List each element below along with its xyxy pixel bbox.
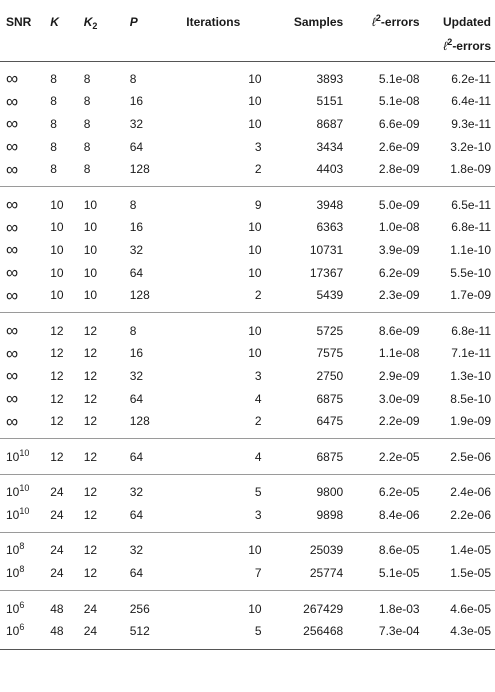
cell-iterations: 10 — [248, 94, 262, 109]
table-row — [0, 261, 495, 284]
cell-k2: 24 — [83, 624, 98, 639]
cell-p: 32 — [129, 543, 144, 558]
cell-errors: 8.6e-09 — [378, 323, 420, 338]
cell-k2: 8 — [83, 94, 91, 109]
cell-p: 64 — [129, 449, 144, 464]
cell-iterations: 3 — [254, 507, 262, 522]
header-updated-line1: Updated — [443, 15, 491, 29]
cell-snr — [0, 365, 50, 388]
cell-samples: 8687 — [316, 116, 344, 131]
table-row — [0, 61, 495, 90]
cell-samples: 7575 — [316, 346, 344, 361]
cell-k2: 8 — [83, 139, 91, 154]
cell-updated-errors: 1.4e-05 — [450, 543, 491, 558]
cell-p: 8 — [129, 71, 137, 86]
header-k: K — [50, 0, 83, 61]
table-row — [0, 475, 495, 504]
cell-k: 12 — [50, 346, 64, 361]
cell-updated-errors: 8.5e-10 — [450, 391, 491, 406]
cell-p: 128 — [129, 414, 150, 429]
cell-samples: 9898 — [316, 507, 344, 522]
snr-base: ∞ — [6, 195, 19, 215]
cell-p: 16 — [129, 220, 144, 235]
header-errors-sup: 2 — [375, 13, 381, 23]
cell-k: 24 — [50, 566, 64, 581]
cell-updated-errors: 6.5e-11 — [451, 197, 491, 212]
header-errors-suffix: -errors — [380, 15, 420, 29]
cell-k: 10 — [50, 242, 64, 257]
cell-snr — [0, 187, 50, 216]
snr-base: ∞ — [6, 240, 19, 260]
cell-updated-errors: 4.6e-05 — [450, 601, 491, 616]
cell-errors: 2.6e-09 — [378, 139, 420, 154]
snr-base: ∞ — [6, 366, 19, 386]
snr-base: ∞ — [6, 343, 19, 363]
cell-errors: 6.6e-09 — [378, 116, 420, 131]
cell-snr — [0, 591, 50, 620]
cell-iterations: 10 — [248, 346, 262, 361]
cell-updated-errors: 9.3e-11 — [451, 116, 491, 131]
cell-iterations: 4 — [254, 449, 262, 464]
cell-p: 32 — [129, 485, 144, 500]
cell-k2: 8 — [83, 71, 91, 86]
cell-updated-errors: 3.2e-10 — [450, 139, 491, 154]
cell-samples: 3893 — [316, 71, 344, 86]
cell-samples: 5439 — [316, 288, 344, 303]
cell-iterations: 10 — [248, 543, 262, 558]
header-errors — [343, 0, 419, 61]
cell-errors: 2.8e-09 — [378, 162, 420, 177]
cell-updated-errors: 2.5e-06 — [450, 449, 491, 464]
cell-k2: 24 — [83, 601, 98, 616]
table-row — [0, 533, 495, 562]
cell-errors: 1.0e-08 — [378, 220, 420, 235]
cell-k2: 12 — [83, 323, 98, 338]
snr-exponent: 8 — [19, 564, 25, 575]
cell-errors: 5.0e-09 — [378, 197, 420, 212]
snr-base: ∞ — [6, 321, 19, 341]
header-k2 — [84, 0, 130, 61]
cell-errors: 7.3e-04 — [378, 624, 420, 639]
cell-snr — [0, 216, 50, 239]
snr-base: ∞ — [6, 137, 19, 157]
cell-updated-errors: 2.2e-06 — [450, 507, 491, 522]
snr-exponent: 10 — [19, 447, 30, 458]
snr-base: ∞ — [6, 114, 19, 134]
cell-updated-errors: 1.8e-09 — [450, 162, 491, 177]
header-p: P — [130, 0, 187, 61]
cell-k: 48 — [50, 601, 64, 616]
cell-samples: 5725 — [316, 323, 344, 338]
cell-updated-errors: 1.1e-10 — [450, 242, 491, 257]
cell-k: 12 — [50, 414, 64, 429]
cell-p: 16 — [129, 346, 144, 361]
cell-k: 8 — [50, 162, 57, 177]
cell-k2: 8 — [83, 162, 91, 177]
row-group — [0, 475, 495, 533]
cell-snr — [0, 504, 50, 533]
table-row — [0, 239, 495, 262]
cell-p: 16 — [129, 94, 144, 109]
cell-samples: 6363 — [316, 220, 344, 235]
cell-p: 64 — [129, 391, 144, 406]
table-row — [0, 365, 495, 388]
snr-exponent: 6 — [19, 599, 25, 610]
cell-errors: 8.6e-05 — [378, 543, 420, 558]
row-group — [0, 61, 495, 187]
cell-iterations: 10 — [248, 71, 262, 86]
cell-k2: 8 — [83, 116, 91, 131]
cell-iterations: 10 — [248, 265, 262, 280]
cell-p: 64 — [129, 139, 144, 154]
cell-k: 24 — [50, 507, 64, 522]
snr-exponent: 10 — [19, 483, 30, 494]
cell-iterations: 2 — [254, 162, 262, 177]
cell-k2: 10 — [83, 288, 98, 303]
cell-updated-errors: 4.3e-05 — [450, 624, 491, 639]
cell-k2: 12 — [83, 507, 98, 522]
table-row — [0, 113, 495, 136]
cell-updated-errors: 7.1e-11 — [451, 346, 491, 361]
cell-k: 10 — [50, 288, 64, 303]
cell-p: 32 — [129, 368, 144, 383]
cell-errors: 1.8e-03 — [378, 601, 420, 616]
cell-snr — [0, 135, 50, 158]
header-updated-ell: ℓ — [443, 39, 448, 53]
cell-k: 10 — [50, 197, 64, 212]
cell-k: 8 — [50, 71, 57, 86]
cell-k2: 12 — [83, 414, 98, 429]
cell-p: 512 — [129, 624, 150, 639]
cell-k: 24 — [50, 543, 64, 558]
table-row — [0, 439, 495, 475]
snr-base: 10 — [6, 624, 20, 639]
header-samples: Samples — [262, 0, 344, 61]
cell-snr — [0, 261, 50, 284]
cell-k2: 12 — [83, 566, 98, 581]
table-row — [0, 342, 495, 365]
table-row — [0, 158, 495, 187]
cell-errors: 8.4e-06 — [378, 507, 420, 522]
cell-p: 64 — [129, 265, 144, 280]
snr-base: 10 — [6, 543, 20, 558]
cell-p: 32 — [129, 242, 144, 257]
cell-iterations: 2 — [254, 414, 262, 429]
snr-base: ∞ — [6, 69, 19, 89]
cell-iterations: 2 — [254, 288, 262, 303]
cell-snr — [0, 158, 50, 187]
snr-base: 10 — [6, 601, 20, 616]
table-row — [0, 90, 495, 113]
cell-errors: 6.2e-09 — [378, 265, 420, 280]
cell-errors: 2.2e-05 — [378, 449, 420, 464]
table-row — [0, 410, 495, 439]
cell-snr — [0, 313, 50, 342]
cell-errors: 3.0e-09 — [378, 391, 420, 406]
cell-k: 12 — [50, 391, 64, 406]
cell-errors: 5.1e-08 — [378, 71, 420, 86]
cell-updated-errors: 1.9e-09 — [450, 414, 491, 429]
cell-updated-errors: 1.7e-09 — [450, 288, 491, 303]
cell-k: 8 — [50, 139, 57, 154]
cell-snr — [0, 562, 50, 591]
header-updated-suffix: -errors — [452, 39, 491, 53]
cell-snr — [0, 410, 50, 439]
cell-samples: 6475 — [316, 414, 344, 429]
cell-iterations: 5 — [254, 624, 262, 639]
cell-k2: 12 — [83, 485, 98, 500]
snr-base: ∞ — [6, 263, 19, 283]
table-row — [0, 387, 495, 410]
cell-samples: 3434 — [316, 139, 344, 154]
cell-samples: 6875 — [316, 391, 344, 406]
cell-updated-errors: 6.4e-11 — [451, 94, 491, 109]
cell-updated-errors: 6.8e-11 — [451, 220, 491, 235]
cell-updated-errors: 5.5e-10 — [450, 265, 491, 280]
row-group — [0, 591, 495, 649]
cell-errors: 5.1e-05 — [378, 566, 420, 581]
snr-base: ∞ — [6, 217, 19, 237]
cell-iterations: 10 — [248, 116, 262, 131]
cell-k2: 12 — [83, 543, 98, 558]
cell-iterations: 10 — [248, 242, 262, 257]
cell-snr — [0, 387, 50, 410]
cell-samples: 4403 — [316, 162, 344, 177]
cell-k: 10 — [50, 220, 64, 235]
cell-samples: 25039 — [309, 543, 344, 558]
cell-iterations: 7 — [254, 566, 262, 581]
header-k2-base: K — [83, 15, 93, 29]
cell-k2: 10 — [83, 242, 98, 257]
cell-iterations: 9 — [254, 197, 262, 212]
cell-snr — [0, 90, 50, 113]
cell-errors: 2.3e-09 — [378, 288, 420, 303]
cell-k: 12 — [50, 323, 64, 338]
cell-snr — [0, 439, 50, 475]
snr-base: ∞ — [6, 389, 19, 409]
cell-snr — [0, 342, 50, 365]
row-group — [0, 439, 495, 475]
header-updated-sup: 2 — [447, 37, 453, 47]
header-row — [0, 0, 495, 61]
snr-exponent: 10 — [19, 505, 30, 516]
snr-base: ∞ — [6, 91, 19, 111]
cell-iterations: 10 — [248, 323, 262, 338]
cell-snr — [0, 61, 50, 90]
cell-k: 24 — [50, 485, 64, 500]
cell-snr — [0, 113, 50, 136]
cell-k2: 10 — [83, 220, 98, 235]
cell-snr — [0, 239, 50, 262]
cell-k: 12 — [50, 449, 64, 464]
cell-iterations: 5 — [254, 485, 262, 500]
cell-p: 64 — [129, 566, 144, 581]
table-row — [0, 620, 495, 649]
cell-errors: 5.1e-08 — [378, 94, 420, 109]
cell-errors: 2.2e-09 — [378, 414, 420, 429]
cell-p: 256 — [129, 601, 150, 616]
cell-samples: 5151 — [316, 94, 344, 109]
cell-updated-errors: 1.3e-10 — [450, 368, 491, 383]
cell-iterations: 3 — [254, 368, 262, 383]
cell-k2: 10 — [83, 265, 98, 280]
cell-k: 12 — [50, 368, 64, 383]
cell-p: 128 — [129, 288, 150, 303]
cell-snr — [0, 620, 50, 649]
cell-iterations: 4 — [254, 391, 262, 406]
cell-p: 64 — [129, 507, 144, 522]
header-snr: SNR — [0, 0, 50, 61]
cell-updated-errors: 2.4e-06 — [450, 485, 491, 500]
table-header — [0, 0, 495, 61]
cell-k2: 12 — [83, 449, 98, 464]
cell-samples: 2750 — [316, 368, 344, 383]
table-row — [0, 313, 495, 342]
cell-samples: 256468 — [303, 624, 344, 639]
cell-errors: 1.1e-08 — [378, 346, 420, 361]
cell-k: 48 — [50, 624, 64, 639]
table-row — [0, 216, 495, 239]
cell-k2: 12 — [83, 391, 98, 406]
cell-k2: 10 — [83, 197, 98, 212]
cell-samples: 6875 — [316, 449, 344, 464]
cell-snr — [0, 475, 50, 504]
snr-base: 10 — [6, 566, 20, 581]
snr-base: ∞ — [6, 285, 19, 305]
cell-k2: 12 — [83, 368, 98, 383]
snr-base: ∞ — [6, 159, 19, 179]
header-iterations: Iterations — [186, 0, 261, 61]
cell-updated-errors: 6.2e-11 — [451, 71, 491, 86]
cell-samples: 17367 — [309, 265, 344, 280]
cell-errors: 2.9e-09 — [378, 368, 420, 383]
snr-exponent: 8 — [19, 541, 25, 552]
cell-p: 128 — [129, 162, 150, 177]
cell-samples: 9800 — [316, 485, 344, 500]
table-row — [0, 562, 495, 591]
cell-p: 8 — [129, 197, 137, 212]
table-row — [0, 284, 495, 313]
snr-base: 10 — [6, 449, 20, 464]
cell-snr — [0, 284, 50, 313]
cell-k: 10 — [50, 265, 64, 280]
header-errors-ell: ℓ — [372, 15, 376, 29]
cell-p: 8 — [129, 323, 137, 338]
cell-updated-errors: 6.8e-11 — [451, 323, 491, 338]
cell-samples: 25774 — [309, 566, 344, 581]
header-k2-subscript: 2 — [92, 21, 98, 31]
cell-snr — [0, 533, 50, 562]
cell-samples: 3948 — [316, 197, 344, 212]
cell-updated-errors: 1.5e-05 — [450, 566, 491, 581]
cell-errors: 3.9e-09 — [378, 242, 420, 257]
row-group — [0, 313, 495, 439]
snr-base: 10 — [6, 507, 20, 522]
snr-base: ∞ — [6, 411, 19, 431]
cell-iterations: 10 — [248, 601, 262, 616]
table-row — [0, 504, 495, 533]
snr-exponent: 6 — [19, 622, 25, 633]
snr-base: 10 — [6, 485, 20, 500]
row-group — [0, 187, 495, 313]
row-group — [0, 533, 495, 591]
cell-samples: 267429 — [303, 601, 344, 616]
cell-iterations: 3 — [254, 139, 262, 154]
cell-iterations: 10 — [248, 220, 262, 235]
header-updated-errors — [420, 0, 495, 61]
cell-k2: 12 — [83, 346, 98, 361]
cell-p: 32 — [129, 116, 144, 131]
cell-samples: 10731 — [309, 242, 344, 257]
table-row — [0, 135, 495, 158]
cell-k: 8 — [50, 116, 57, 131]
table-row — [0, 187, 495, 216]
cell-errors: 6.2e-05 — [378, 485, 420, 500]
cell-k: 8 — [50, 94, 57, 109]
table-row — [0, 591, 495, 620]
